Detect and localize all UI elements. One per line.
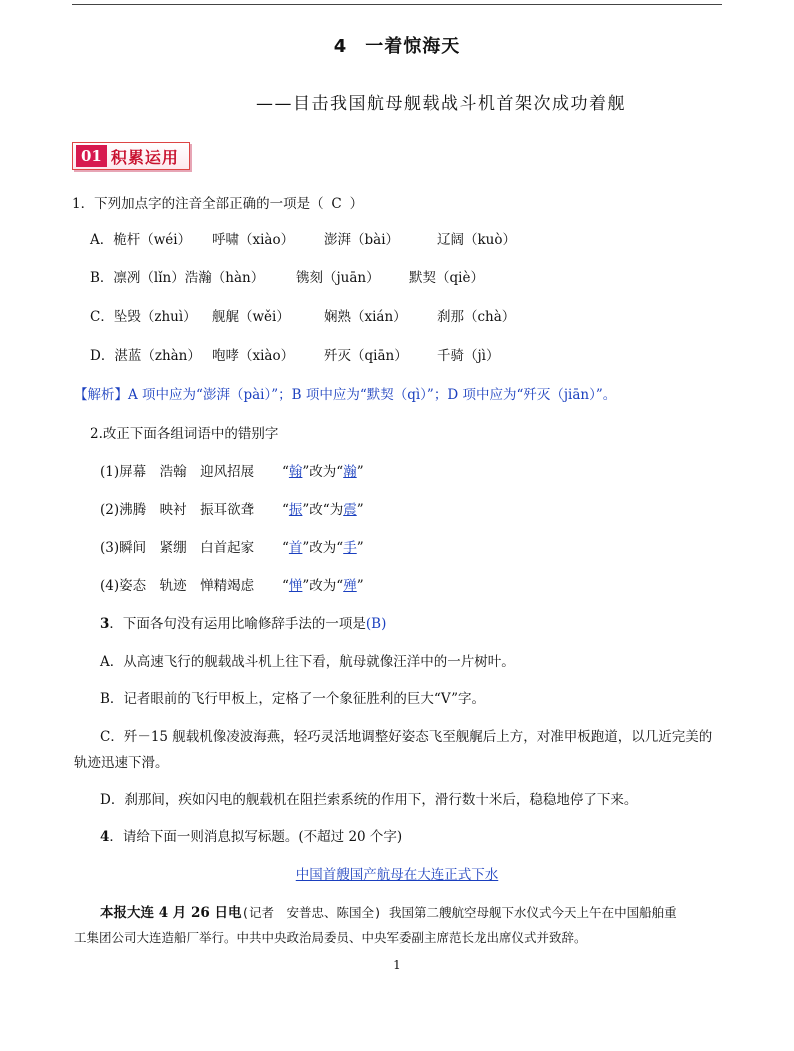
right-char: 震: [343, 502, 357, 518]
lesson-title: 一着惊海天: [365, 36, 461, 57]
option-item: 桅杆（wéi）: [113, 232, 192, 248]
q2-fix-2: “振”改“为震”: [282, 502, 364, 518]
q3-option-a: A．从高速飞行的舰载战斗机上往下看，航母就像汪洋中的一片树叶。: [100, 654, 515, 670]
q1-option-d: [90, 344, 201, 364]
q3-option-c-line1: C．歼－15 舰载机像凌波海燕，轻巧灵活地调整好姿态飞至舰艉后上方，对准甲板跑道，以几近完美的: [100, 729, 713, 745]
q1-b-item2: 镌刻（juān）: [296, 270, 380, 286]
q4-number: 4: [100, 829, 110, 845]
wrong-char: 首: [288, 540, 303, 556]
section-label: 积累运用: [110, 147, 179, 167]
q2-words: (3)瞬间 紧绷 白首起家: [100, 540, 255, 556]
q2-stem: 2.改正下面各组词语中的错别字: [90, 426, 279, 442]
option-item: 凛冽（lǐn）浩瀚（hàn）: [113, 270, 265, 286]
q1-c-item4: 刹那（chà）: [437, 309, 516, 325]
q1-a-item3: 澎湃（bài）: [324, 232, 400, 248]
q1-answer: C: [331, 196, 342, 212]
q2-row-1: [100, 460, 254, 480]
q4-headline-answer: 中国首艘国产航母在大连正式下水: [295, 867, 499, 883]
top-rule: [72, 4, 722, 5]
q3-option-c-line2: 轨迹迅速下滑。: [74, 755, 169, 771]
q3-stem: [100, 612, 386, 632]
fix-connector: ”改“为: [302, 502, 344, 518]
q4-stem-text: ．请给下面一则消息拟写标题。(不超过 20 个字): [109, 829, 403, 845]
wrong-char: 翰: [288, 464, 303, 480]
q1-b-item3: 默契（qiè）: [409, 270, 484, 286]
q3-number: 3: [100, 616, 110, 632]
q3-option-b: B．记者眼前的飞行甲板上，定格了一个象征胜利的巨大“V”字。: [100, 691, 485, 707]
q4-stem: [100, 825, 402, 845]
q1-d-item4: 千骑（jì）: [437, 348, 500, 364]
fix-connector: ”改为“: [302, 464, 344, 480]
q4-news-lead: (记者 安普忠、陈国全) 我国第二艘航空母舰下水仪式今天上午在中国船舶重: [241, 905, 677, 920]
q4-news-line1: [100, 901, 677, 921]
q1-stem: [72, 192, 363, 212]
q2-fix-1: “翰”改为“瀚”: [282, 464, 364, 480]
q1-analysis: 【解析】A 项中应为“澎湃（pài）”；B 项中应为“默契（qì）”；D 项中应为“歼灭（jiān）”。: [74, 387, 617, 403]
q2-words: (1)屏幕 浩翰 迎风招展: [100, 464, 255, 480]
option-item: 湛蓝（zhàn）: [114, 348, 201, 364]
option-label: D．: [90, 348, 115, 364]
q1-stem-text: 1．下列加点字的注音全部正确的一项是（: [72, 196, 324, 212]
right-char: 手: [343, 540, 357, 556]
q2-words: (4)姿态 轨迹 惮精竭虑: [100, 578, 255, 594]
option-item: 坠毁（zhuì）: [113, 309, 197, 325]
lesson-number: 4: [333, 36, 348, 57]
option-label: A．: [90, 232, 114, 248]
wrong-char: 振: [288, 502, 303, 518]
wrong-char: 惮: [288, 578, 303, 594]
q2-row-2: [100, 498, 254, 518]
q4-news-dateline: 本报大连 4 月 26 日电: [100, 905, 242, 921]
q2-row-3: [100, 536, 254, 556]
q1-d-item2: 咆哮（xiào）: [212, 348, 295, 364]
section-number: 01: [76, 145, 107, 167]
q1-a-item4: 辽阔（kuò）: [437, 232, 517, 248]
q3-answer: (B): [365, 616, 387, 632]
section-badge: [72, 142, 190, 170]
q4-headline-row: [0, 863, 794, 883]
q1-a-item2: 呼啸（xiào）: [212, 232, 295, 248]
q4-news-line2: 工集团公司大连造船厂举行。中共中央政治局委员、中央军委副主席范长龙出席仪式并致辞。: [74, 930, 587, 945]
q2-words: (2)沸腾 映衬 振耳欲聋: [100, 502, 255, 518]
q2-row-4: [100, 574, 254, 594]
q1-c-item3: 娴熟（xián）: [324, 309, 407, 325]
q1-stem-close: ）: [349, 196, 364, 212]
q3-stem-text: ．下面各句没有运用比喻修辞手法的一项是: [109, 616, 366, 632]
fix-connector: ”改为“: [302, 578, 344, 594]
q1-c-item2: 舰艉（wěi）: [212, 309, 290, 325]
option-label: C．: [90, 309, 114, 325]
q1-option-c: [90, 305, 197, 325]
q1-option-a: [90, 228, 191, 248]
page-subtitle: ——目击我国航母舰载战斗机首架次成功着舰: [256, 94, 626, 114]
page-title: [0, 32, 794, 58]
q1-option-b: [90, 266, 264, 286]
right-char: 殚: [343, 578, 357, 594]
page-number: 1: [393, 958, 401, 972]
fix-connector: ”改为“: [302, 540, 344, 556]
q2-fix-3: “首”改为“手”: [282, 540, 364, 556]
option-label: B．: [90, 270, 114, 286]
q3-option-d: D．刹那间，疾如闪电的舰载机在阻拦索系统的作用下，滑行数十米后，稳稳地停了下来。: [100, 792, 638, 808]
right-char: 瀚: [343, 464, 357, 480]
q1-d-item3: 歼灭（qiān）: [324, 348, 408, 364]
q2-fix-4: “惮”改为“殚”: [282, 578, 364, 594]
